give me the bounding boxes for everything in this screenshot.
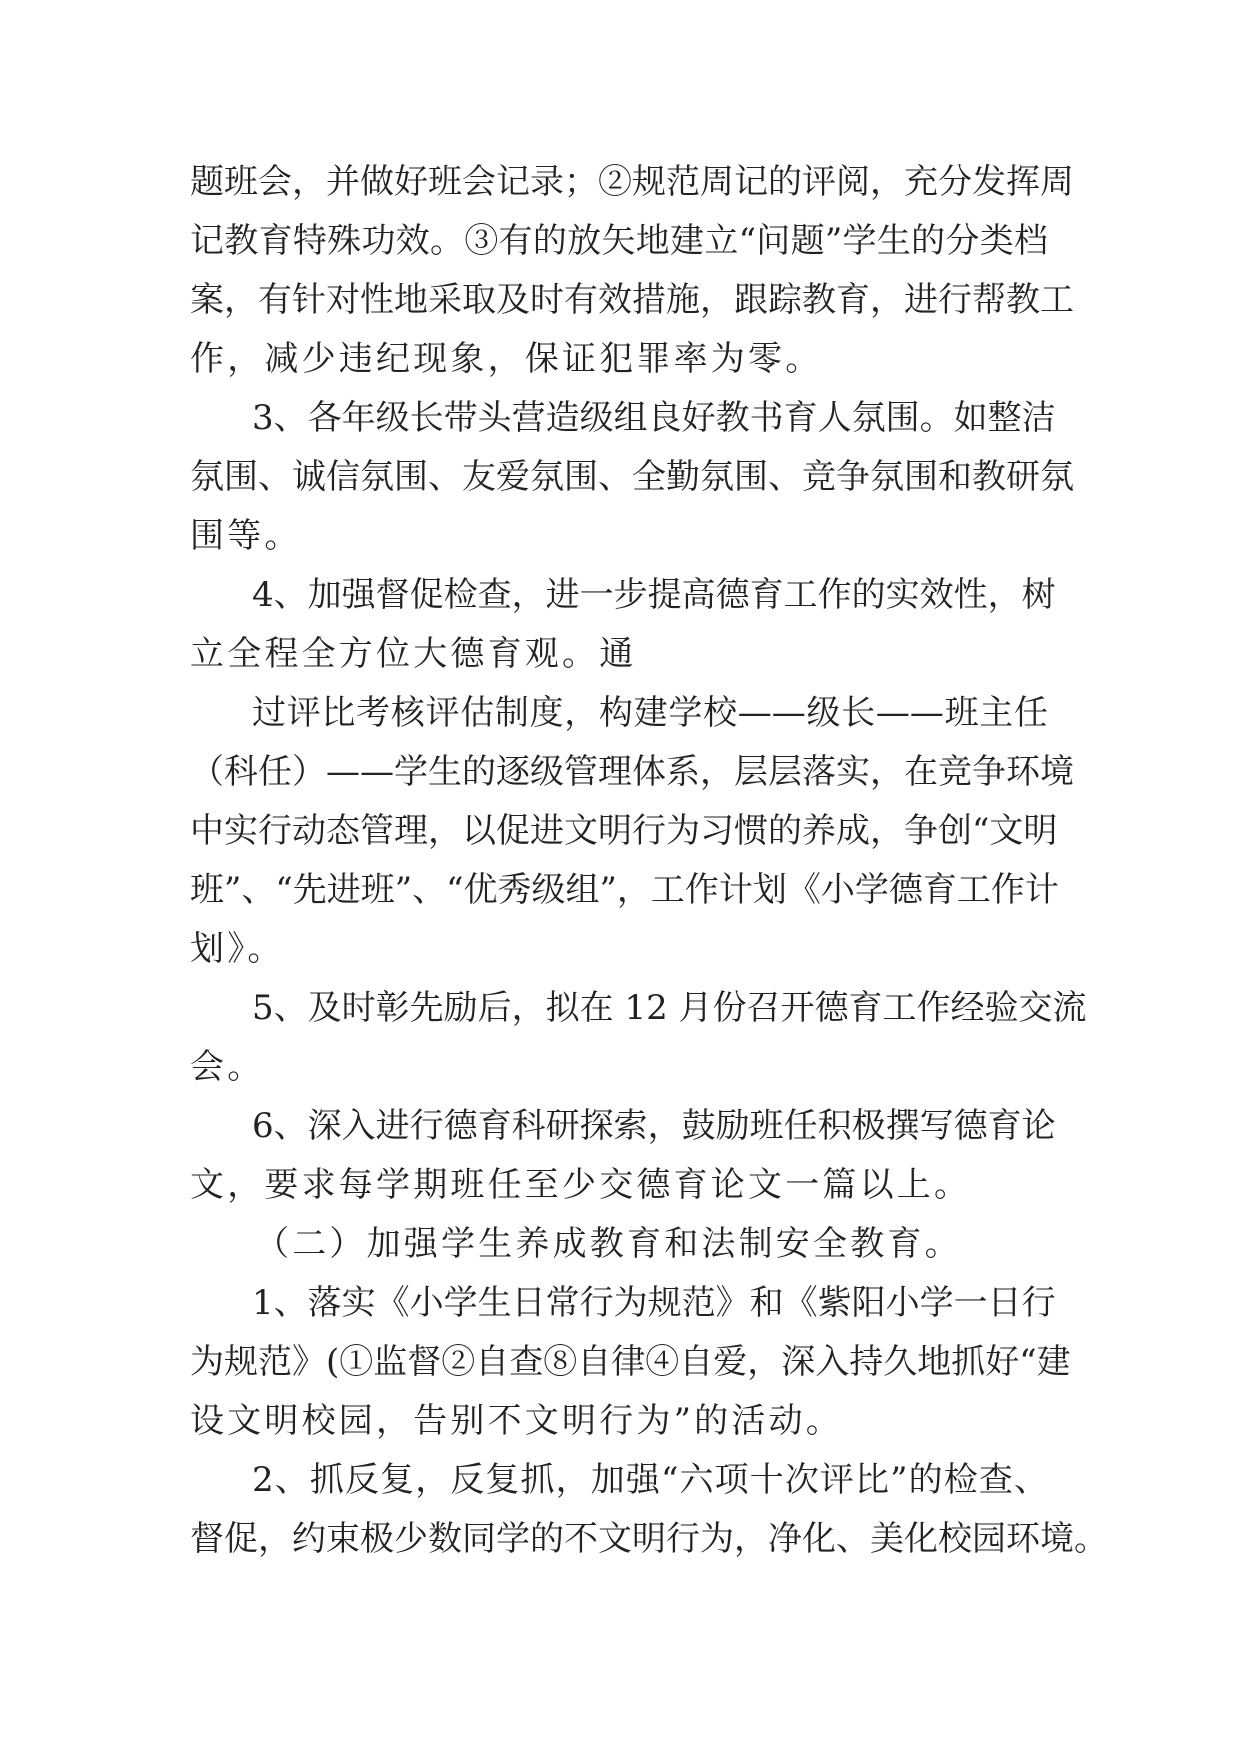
text-line: 记教育特殊功效。③有的放矢地建立“问题”学生的分类档 <box>190 221 1048 261</box>
text-line: 督促，约束极少数同学的不文明行为，净化、美化校园环境。 <box>190 1519 1108 1559</box>
text-line: 题班会，并做好班会记录；②规范周记的评阅，充分发挥周 <box>190 162 1074 202</box>
text-line: 划》。 <box>190 929 285 969</box>
paragraph-start-line: 过评比考核评估制度，构建学校——级长——班主任 <box>252 693 1048 733</box>
text-line: （科任）——学生的逐级管理体系，层层落实，在竞争环境 <box>190 752 1074 792</box>
paragraph-start-line: 5、及时彰先励后，拟在 12 月份召开德育工作经验交流 <box>252 988 1087 1028</box>
text-line: 中实行动态管理，以促进文明行为习惯的养成，争创“文明 <box>190 811 1058 851</box>
text-line: 班”、“先进班”、“优秀级组”，工作计划《小学德育工作计 <box>190 870 1059 910</box>
paragraph-start-line: 2、抓反复，反复抓，加强“六项十次评比”的检查、 <box>252 1460 1048 1500</box>
text-line: 设文明校园，告别不文明行为”的活动。 <box>190 1401 843 1441</box>
text-line: 作，减少违纪现象，保证犯罪率为零。 <box>190 339 823 379</box>
text-line: 围等。 <box>190 516 302 556</box>
text-line: 立全程全方位大德育观。通 <box>190 634 637 674</box>
text-line: 氛围、诚信氛围、友爱氛围、全勤氛围、竞争氛围和教研氛 <box>190 457 1074 497</box>
paragraph-start-line: 4、加强督促检查，进一步提高德育工作的实效性，树 <box>252 575 1056 615</box>
text-line: 文，要求每学期班任至少交德育论文一篇以上。 <box>190 1165 972 1205</box>
text-line: 为规范》(①监督②自查⑧自律④自爱，深入持久地抓好“建 <box>190 1342 1071 1382</box>
text-line: 案，有针对性地采取及时有效措施，跟踪教育，进行帮教工 <box>190 280 1074 320</box>
section-heading: （二）加强学生养成教育和法制安全教育。 <box>255 1224 962 1264</box>
paragraph-start-line: 6、深入进行德育科研探索，鼓励班任积极撰写德育论 <box>252 1106 1056 1146</box>
paragraph-start-line: 1、落实《小学生日常行为规范》和《紫阳小学一日行 <box>252 1283 1056 1323</box>
paragraph-start-line: 3、各年级长带头营造级组良好教书育人氛围。如整洁 <box>252 398 1056 438</box>
text-line: 会。 <box>190 1047 265 1087</box>
